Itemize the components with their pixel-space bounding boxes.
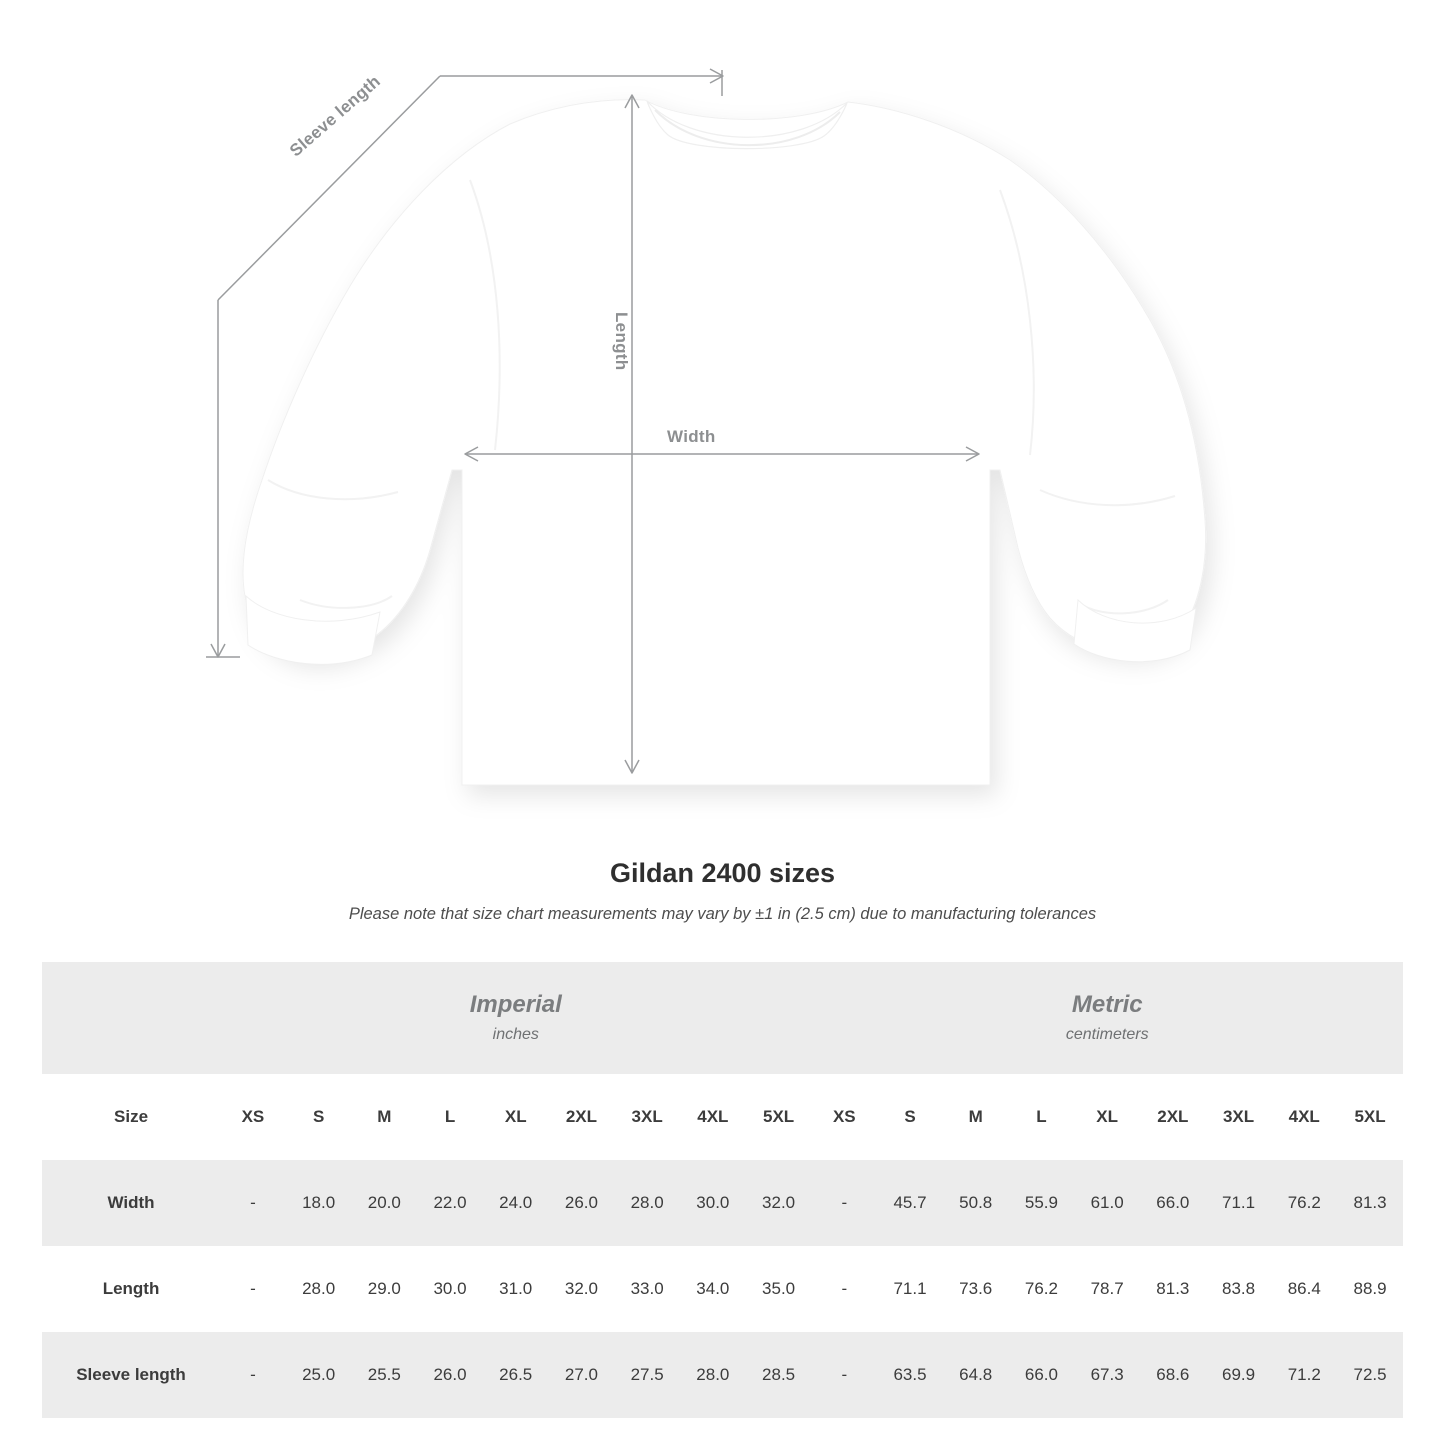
cell-length: 29.0 <box>351 1246 417 1332</box>
cell-width: 22.0 <box>417 1160 483 1246</box>
size-chart-table-wrapper <box>42 962 1403 1418</box>
cell-width: 66.0 <box>1140 1160 1206 1246</box>
size-header-cell: 4XL <box>1271 1074 1337 1160</box>
cell-width: 32.0 <box>746 1160 812 1246</box>
size-chart-table <box>42 962 1403 1418</box>
unit-name-imperial: Imperial <box>469 990 562 1018</box>
cell-width: 20.0 <box>351 1160 417 1246</box>
cell-width: 30.0 <box>680 1160 746 1246</box>
table-row <box>42 1246 1403 1332</box>
cell-length: 30.0 <box>417 1246 483 1332</box>
cell-width: 45.7 <box>877 1160 943 1246</box>
unit-header-metric <box>811 962 1403 1074</box>
size-header-cell: 5XL <box>746 1074 812 1160</box>
size-header-cell: 3XL <box>614 1074 680 1160</box>
cell-width: 26.0 <box>549 1160 615 1246</box>
cell-length: 71.1 <box>877 1246 943 1332</box>
cell-width: 28.0 <box>614 1160 680 1246</box>
cell-sleeve-length: 67.3 <box>1074 1332 1140 1418</box>
cell-width: - <box>220 1160 286 1246</box>
size-header-cell: XL <box>1074 1074 1140 1160</box>
cell-sleeve-length: 28.0 <box>680 1332 746 1418</box>
length-dimension-label: Length <box>612 312 631 371</box>
cell-sleeve-length: 68.6 <box>1140 1332 1206 1418</box>
cell-width: 24.0 <box>483 1160 549 1246</box>
cell-length: 31.0 <box>483 1246 549 1332</box>
cell-sleeve-length: 28.5 <box>746 1332 812 1418</box>
sleeve-length-dimension-label: Sleeve length <box>286 71 385 161</box>
page-title: Gildan 2400 sizes <box>609 858 836 888</box>
cell-length: 73.6 <box>943 1246 1009 1332</box>
table-row <box>42 1332 1403 1418</box>
cell-length: 86.4 <box>1271 1246 1337 1332</box>
title-block <box>0 858 1445 924</box>
cell-length: - <box>220 1246 286 1332</box>
cell-length: 28.0 <box>286 1246 352 1332</box>
cell-width: 50.8 <box>943 1160 1009 1246</box>
cell-length: - <box>811 1246 877 1332</box>
cell-length: 81.3 <box>1140 1246 1206 1332</box>
size-header-cell: M <box>351 1074 417 1160</box>
cell-length: 83.8 <box>1206 1246 1272 1332</box>
size-header-cell: 2XL <box>549 1074 615 1160</box>
unit-header-row <box>42 962 1403 1074</box>
unit-name-metric: Metric <box>1071 990 1143 1018</box>
cell-sleeve-length: 26.5 <box>483 1332 549 1418</box>
cell-width: - <box>811 1160 877 1246</box>
width-dimension-label: Width <box>667 427 716 446</box>
size-header-cell: L <box>1009 1074 1075 1160</box>
cell-length: 78.7 <box>1074 1246 1140 1332</box>
row-header-size: Size <box>42 1074 220 1160</box>
cell-width: 76.2 <box>1271 1160 1337 1246</box>
size-header-cell: S <box>286 1074 352 1160</box>
cell-width: 71.1 <box>1206 1160 1272 1246</box>
row-label-sleeve-length: Sleeve length <box>42 1332 220 1418</box>
cell-width: 61.0 <box>1074 1160 1140 1246</box>
cell-sleeve-length: - <box>220 1332 286 1418</box>
shirt-shape <box>243 100 1206 785</box>
size-header-cell: XL <box>483 1074 549 1160</box>
row-label-length: Length <box>42 1246 220 1332</box>
cell-sleeve-length: 26.0 <box>417 1332 483 1418</box>
size-header-cell: 3XL <box>1206 1074 1272 1160</box>
cell-sleeve-length: 66.0 <box>1009 1332 1075 1418</box>
size-header-cell: XS <box>811 1074 877 1160</box>
cell-sleeve-length: 25.0 <box>286 1332 352 1418</box>
cell-length: 88.9 <box>1337 1246 1403 1332</box>
unit-header-spacer <box>42 962 220 1074</box>
tolerance-note: Please note that size chart measurements may vary by ±1 in (2.5 cm) due to manufacturing tolerances <box>348 905 1097 923</box>
size-header-cell: 4XL <box>680 1074 746 1160</box>
size-header-cell: 2XL <box>1140 1074 1206 1160</box>
cell-length: 35.0 <box>746 1246 812 1332</box>
cell-width: 55.9 <box>1009 1160 1075 1246</box>
cell-sleeve-length: 63.5 <box>877 1332 943 1418</box>
cell-width: 18.0 <box>286 1160 352 1246</box>
cell-sleeve-length: 25.5 <box>351 1332 417 1418</box>
cell-sleeve-length: 69.9 <box>1206 1332 1272 1418</box>
unit-header-imperial <box>220 962 811 1074</box>
cell-length: 33.0 <box>614 1246 680 1332</box>
row-label-width: Width <box>42 1160 220 1246</box>
cell-length: 76.2 <box>1009 1246 1075 1332</box>
cell-sleeve-length: 71.2 <box>1271 1332 1337 1418</box>
cell-length: 32.0 <box>549 1246 615 1332</box>
size-header-cell: 5XL <box>1337 1074 1403 1160</box>
size-header-cell: XS <box>220 1074 286 1160</box>
cell-sleeve-length: 64.8 <box>943 1332 1009 1418</box>
size-header-cell: M <box>943 1074 1009 1160</box>
size-header-cell: S <box>877 1074 943 1160</box>
size-header-cell: L <box>417 1074 483 1160</box>
cell-sleeve-length: 27.0 <box>549 1332 615 1418</box>
cell-length: 34.0 <box>680 1246 746 1332</box>
unit-sub-imperial: inches <box>492 1026 539 1044</box>
cell-sleeve-length: 27.5 <box>614 1332 680 1418</box>
cell-sleeve-length: 72.5 <box>1337 1332 1403 1418</box>
table-row <box>42 1160 1403 1246</box>
cell-width: 81.3 <box>1337 1160 1403 1246</box>
cell-sleeve-length: - <box>811 1332 877 1418</box>
unit-sub-metric: centimeters <box>1065 1026 1149 1044</box>
size-header-row <box>42 1074 1403 1160</box>
